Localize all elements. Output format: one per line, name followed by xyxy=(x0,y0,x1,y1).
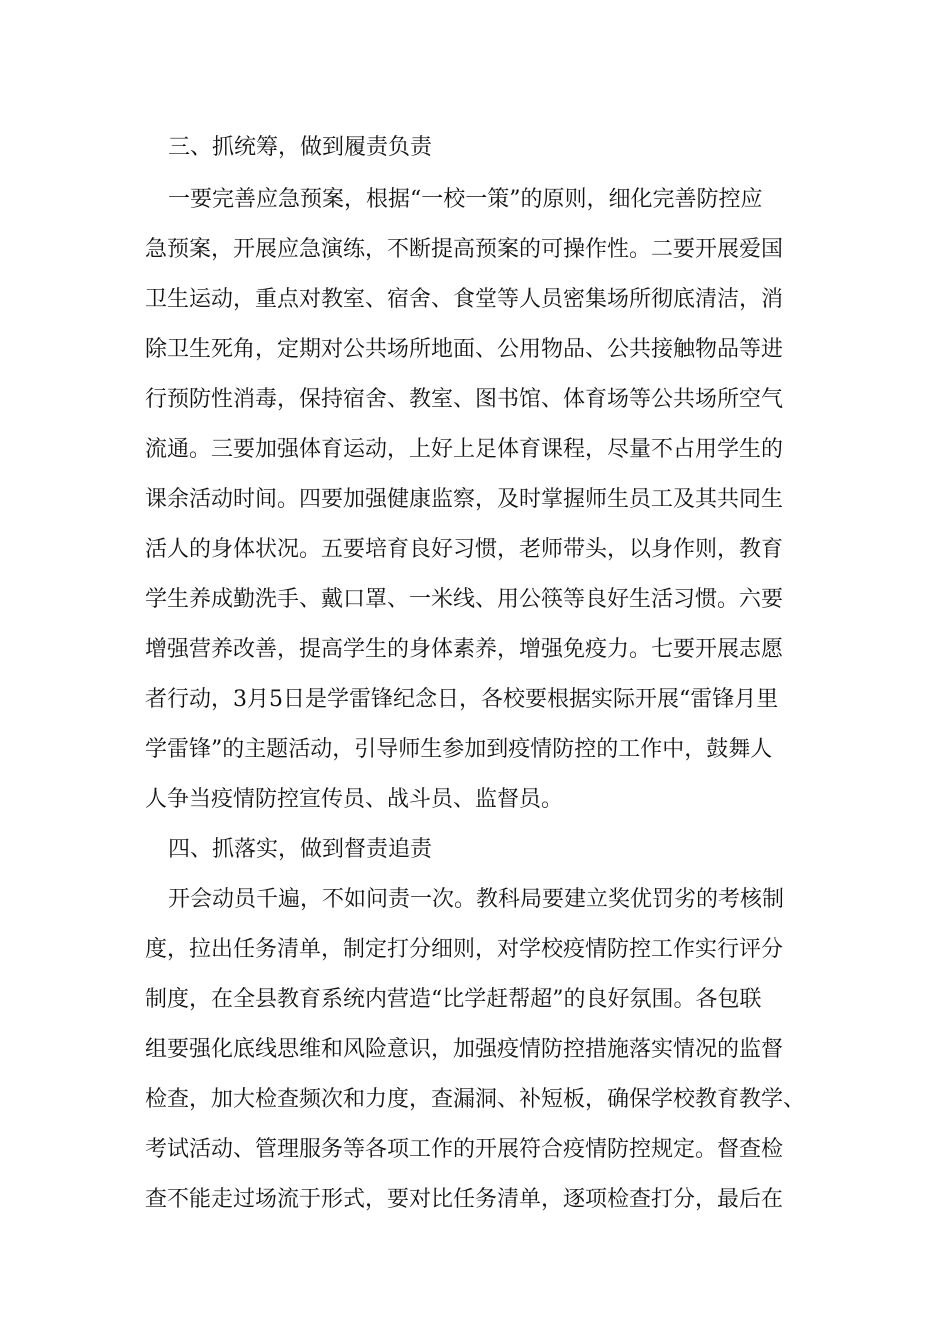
paragraph-line: 学生养成勤洗手、戴口罩、一米线、用公筷等良好生活习惯。六要 xyxy=(145,587,784,612)
paragraph-line: 活人的身体状况。五要培育良好习惯，老师带头，以身作则，教育 xyxy=(145,537,784,562)
paragraph-line: 考试活动、管理服务等各项工作的开展符合疫情防控规定。督查检 xyxy=(145,1137,784,1162)
paragraph-line: 一要完善应急预案，根据“一校一策”的原则，细化完善防控应 xyxy=(168,187,763,212)
paragraph-line: 除卫生死角，定期对公共场所地面、公用物品、公共接触物品等进 xyxy=(145,337,784,362)
section-heading-3: 三、抓统筹，做到履责负责 xyxy=(168,135,433,160)
paragraph-line: 检查，加大检查频次和力度，查漏洞、补短板，确保学校教育教学、 xyxy=(145,1087,806,1112)
paragraph-line: 行预防性消毒，保持宿舍、教室、图书馆、体育场等公共场所空气 xyxy=(145,387,784,412)
paragraph-line: 增强营养改善，提高学生的身体素养，增强免疫力。七要开展志愿 xyxy=(145,637,784,662)
paragraph-line: 人争当疫情防控宣传员、战斗员、监督员。 xyxy=(145,787,564,812)
paragraph-line: 查不能走过场流于形式，要对比任务清单，逐项检查打分，最后在 xyxy=(145,1187,784,1212)
paragraph-line: 组要强化底线思维和风险意识，加强疫情防控措施落实情况的监督 xyxy=(145,1037,784,1062)
paragraph-line: 卫生运动，重点对教室、宿舍、食堂等人员密集场所彻底清洁，消 xyxy=(145,287,784,312)
paragraph-line: 课余活动时间。四要加强健康监察，及时掌握师生员工及其共同生 xyxy=(145,487,784,512)
paragraph-line: 度，拉出任务清单，制定打分细则，对学校疫情防控工作实行评分 xyxy=(145,937,784,962)
paragraph-line: 制度，在全县教育系统内营造“比学赶帮超”的良好氛围。各包联 xyxy=(145,987,762,1012)
paragraph-line: 开会动员千遍，不如问责一次。教科局要建立奖优罚劣的考核制 xyxy=(168,887,785,912)
paragraph-line: 急预案，开展应急演练，不断提高预案的可操作性。二要开展爱国 xyxy=(145,237,784,262)
paragraph-line: 者行动，3月5日是学雷锋纪念日，各校要根据实际开展“雷锋月里 xyxy=(145,687,779,712)
section-heading-4: 四、抓落实，做到督责追责 xyxy=(168,837,433,862)
paragraph-line: 学雷锋”的主题活动，引导师生参加到疫情防控的工作中，鼓舞人 xyxy=(145,737,773,762)
paragraph-line: 流通。三要加强体育运动，上好上足体育课程，尽量不占用学生的 xyxy=(145,437,784,462)
